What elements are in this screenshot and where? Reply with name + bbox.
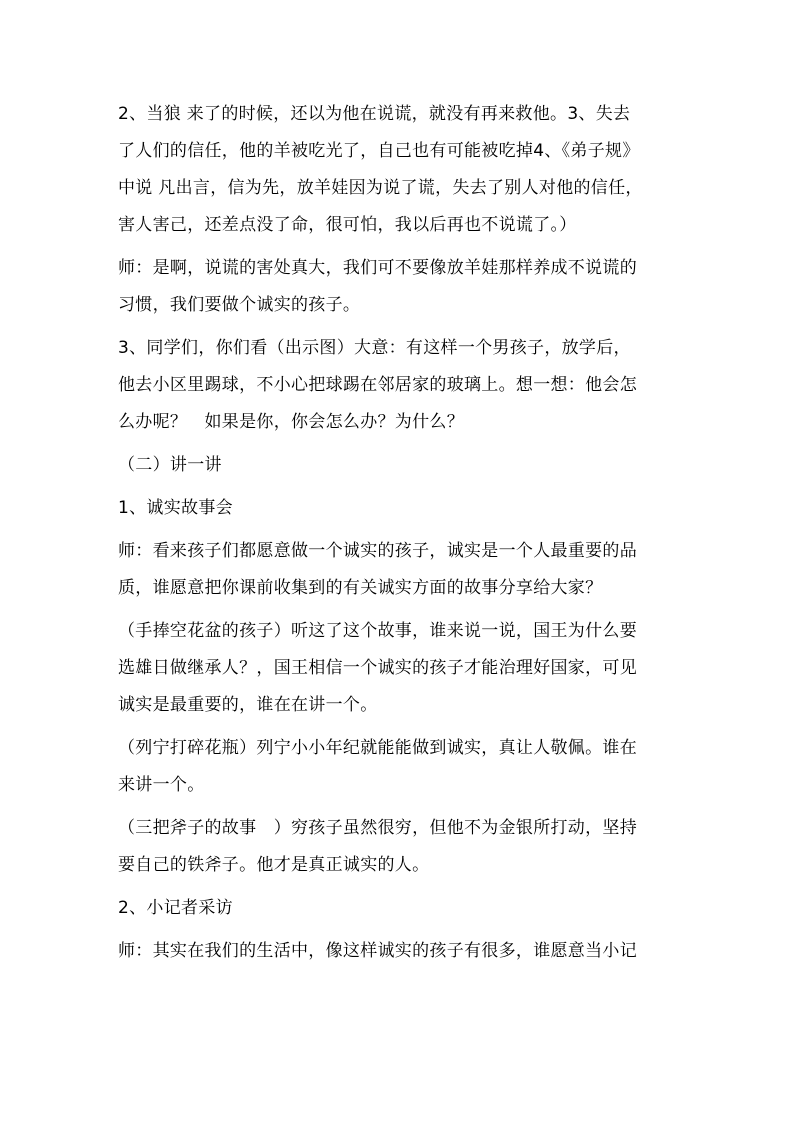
text-line: 2、当狼 来了的时候，还以为他在说谎，就没有再来救他。3、失去 bbox=[118, 104, 631, 124]
text-line: 师：是啊，说谎的害处真大，我们可不要像放羊娃那样养成不说谎的 bbox=[118, 258, 637, 278]
text-line: 选雄日做继承人？，国王相信一个诚实的孩子才能治理好国家，可见 bbox=[118, 658, 637, 678]
text-line: 习惯，我们要做个诚实的孩子。 bbox=[118, 295, 361, 315]
text-line: 要自己的铁斧子。他才是真正诚实的人。 bbox=[118, 855, 430, 875]
text-line: 他去小区里踢球，不小心把球踢在邻居家的玻璃上。想一想：他会怎 bbox=[118, 375, 637, 395]
text-line: （手捧空花盆的孩子）听这了这个故事，谁来说一说，国王为什么要 bbox=[118, 621, 637, 641]
text-line: 师：看来孩子们都愿意做一个诚实的孩子，诚实是一个人最重要的品 bbox=[118, 541, 637, 561]
text-line: （三把斧子的故事 ）穷孩子虽然很穷，但他不为金银所打动，坚持 bbox=[118, 818, 637, 838]
text-line: 害人害己，还差点没了命，很可怕，我以后再也不说谎了。） bbox=[118, 215, 577, 235]
text-line: 中说 凡出言，信为先，放羊娃因为说了谎，失去了别人对他的信任， bbox=[118, 178, 643, 198]
text-line: 3、同学们，你们看（出示图）大意：有这样一个男孩子，放学后， bbox=[118, 338, 631, 358]
text-line: 质，谁愿意把你课前收集到的有关诚实方面的故事分享给大家？ bbox=[118, 578, 603, 598]
text-line: （列宁打碎花瓶）列宁小小年纪就能能做到诚实，真让人敬佩。谁在 bbox=[118, 738, 637, 758]
text-line: 来讲一个。 bbox=[118, 775, 205, 795]
text-line: 师：其实在我们的生活中，像这样诚实的孩子有很多，谁愿意当小记 bbox=[118, 941, 637, 961]
subsection-heading: 1、诚实故事会 bbox=[118, 498, 233, 518]
subsection-heading: 2、小记者采访 bbox=[118, 898, 233, 918]
document-page bbox=[118, 104, 678, 961]
text-line: 诚实是最重要的，谁在在讲一个。 bbox=[118, 695, 378, 715]
text-line: 了人们的信任，他的羊被吃光了，自己也有可能被吃掉4、《弟子规》 bbox=[118, 141, 640, 161]
text-line: 么办呢？ 如果是你，你会怎么办？为什么？ bbox=[118, 412, 464, 432]
section-heading: （二）讲一讲 bbox=[118, 455, 222, 475]
